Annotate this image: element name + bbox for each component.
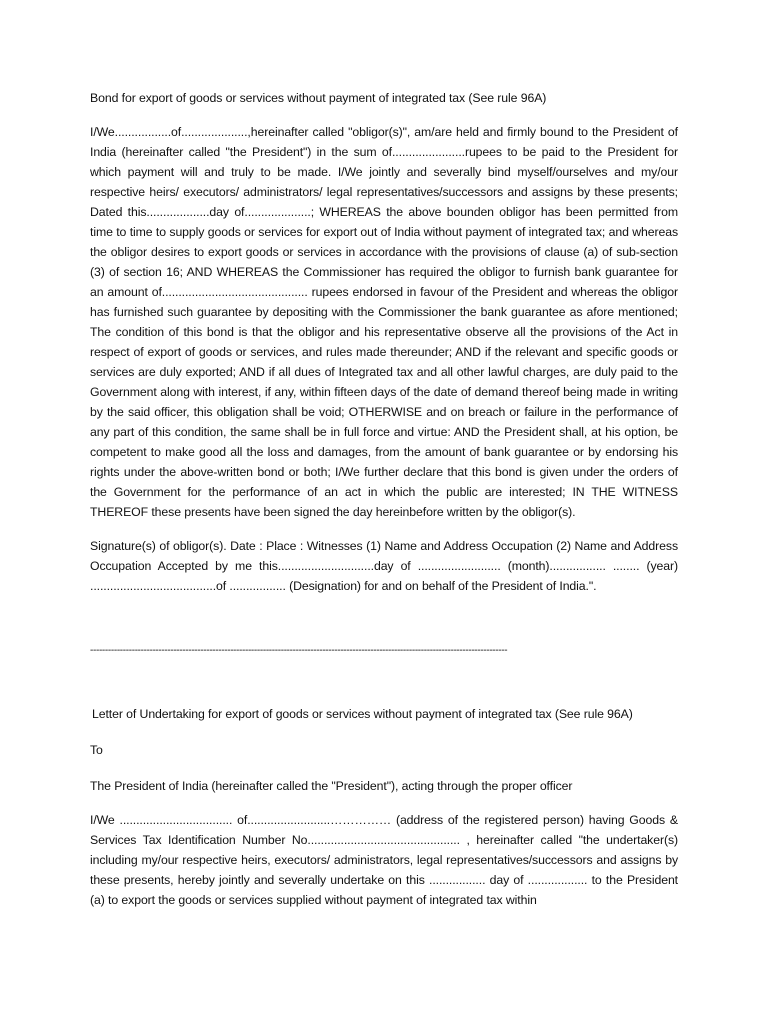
bond-signature-paragraph: Signature(s) of obligor(s). Date : Place : Witnesses (1) Name and Address Occupation (2) Name and Address Occupation Accepted by me this.............................day of ......................... (month)................. ........ (year) ......................................of ................. (Designation) for and on behalf of the President of India.". [90,539,678,593]
bond-body-paragraph: I/We.................of....................,hereinafter called "obligor(s)", am/are held and firmly bound to the President of India (hereinafter called "the President") in the sum of......................rupees to be paid to the President for which payment will and truly to be made. I/We jointly and severally bind myself/ourselves and my/our respective heirs/ executors/ administrators/ legal representatives/successors and assigns by these presents; Dated this...................day of....................; WHEREAS the above bounden obligor has been permitted from time to time to supply goods or services for export out of India without payment of integrated tax; and whereas the obligor desires to export goods or services in accordance with the provisions of clause (a) of sub-section (3) of section 16; AND WHEREAS the Commissioner has required the obligor to furnish bank guarantee for an amount of............................................ rupees endorsed in favour of the President and whereas the obligor has furnished such guarantee by depositing with the Commissioner the bank guarantee as afore mentioned; The condition of this bond is that the obligor and his representative observe all the provisions of the Act in respect of export of goods or services, and rules made thereunder; AND if the relevant and specific goods or services are duly exported; AND if all dues of Integrated tax and all other lawful charges, are duly paid to the Government along with interest, if any, within fifteen days of the date of demand thereof being made in writing by the said officer, this obligation shall be void; OTHERWISE and on breach or failure in the performance of any part of this condition, the same shall be in full force and virtue: AND the President shall, at his option, be competent to make good all the loss and damages, from the amount of bank guarantee or by endorsing his rights under the above-written bond or both; I/We further declare that this bond is given under the orders of the Government for the performance of an act in which the public are interested; IN THE WITNESS THEREOF these presents have been signed the day hereinbefore written by the obligor(s). [90,125,678,519]
lut-addressee: The President of India (hereinafter called the "President"), acting through the proper officer [90,779,573,793]
section-divider: -------------------------------------------------------------------------------------------------------------------------------------------- [90,645,508,656]
bond-heading: Bond for export of goods or services without payment of integrated tax (See rule 96A) [90,91,547,105]
lut-to-line: To [90,743,103,757]
document-page [90,88,678,922]
lut-body-paragraph: I/We .................................. of.........................…………… (address of the registered person) having Goods & Services Tax Identification Number No.............................................. , hereinafter called "the undertaker(s) including my/our respective heirs, executors/ administrators, legal representatives/successors and assigns by these presents, hereby jointly and severally undertake on this ................. day of .................. to the President (a) to export the goods or services supplied without payment of integrated tax within [90,813,678,907]
lut-heading: Letter of Undertaking for export of goods or services without payment of integrated tax (See rule 96A) [92,707,633,721]
